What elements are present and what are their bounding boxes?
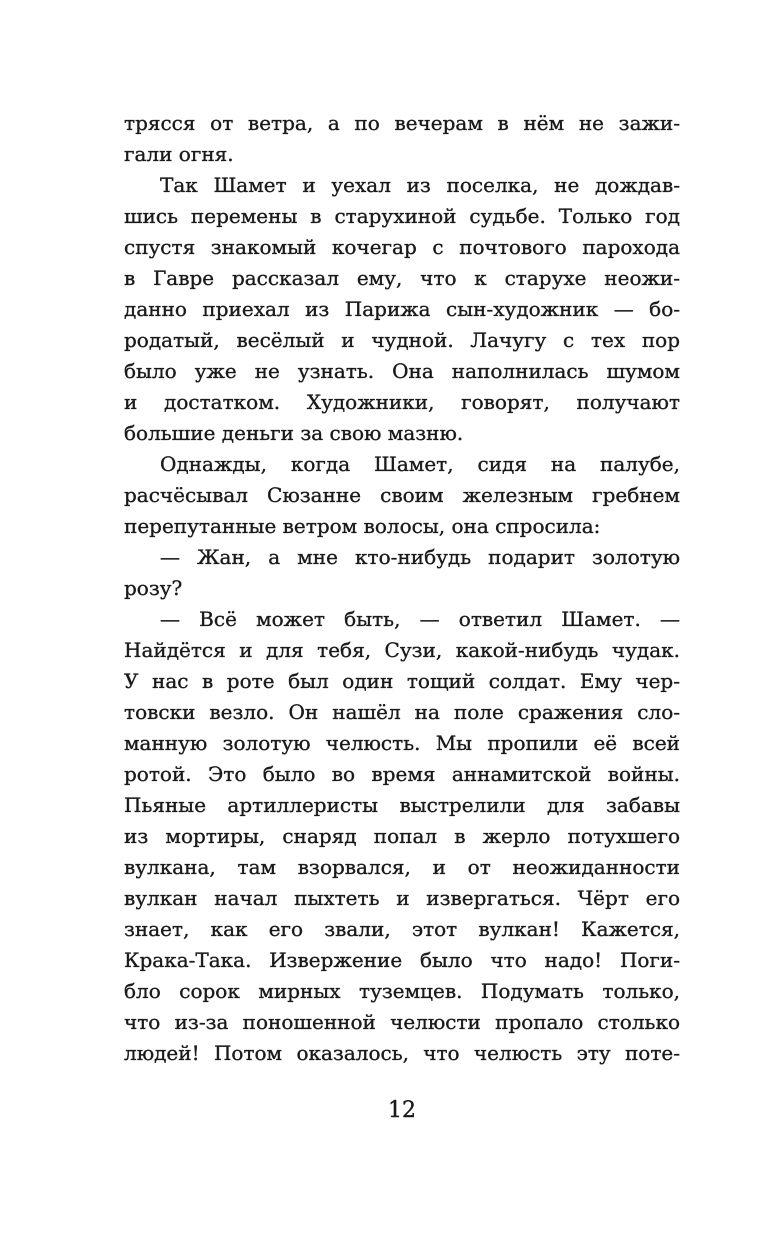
page-number: 12 <box>388 1098 416 1123</box>
text-line: было уже не узнать. Она наполнилась шумом <box>124 359 680 383</box>
text-line: знает, как его звали, этот вулкан! Кажется, <box>124 917 680 941</box>
text-line: трясся от ветра, а по вечерам в нём не зажи- <box>124 111 680 135</box>
text-line: бло сорок мирных туземцев. Подумать только, <box>124 979 680 1003</box>
text-line: товски везло. Он нашёл на поле сражения сло- <box>124 700 680 724</box>
text-line: перепутанные ветром волосы, она спросила: <box>124 514 601 538</box>
text-line: расчёсывал Сюзанне своим железным гребнем <box>124 483 680 507</box>
text-line: Пьяные артиллеристы выстрелили для забавы <box>124 793 680 817</box>
text-line: — Жан, а мне кто-нибудь подарит золотую <box>160 545 680 569</box>
text-line: родатый, весёлый и чудной. Лачугу с тех пор <box>124 328 680 352</box>
text-line: что из-за поношенной челюсти пропало столько <box>124 1010 680 1034</box>
text-line: вулкана, там взорвался, и от неожиданности <box>124 855 680 879</box>
text-line: из мортиры, снаряд попал в жерло потухшего <box>124 824 680 848</box>
text-line: У нас в роте был один тощий солдат. Ему чер- <box>124 669 680 693</box>
text-line: спустя знакомый кочегар с почтового парохода <box>124 235 680 259</box>
text-line: Крака-Така. Извержение было что надо! Поги- <box>124 948 680 972</box>
text-line: манную золотую челюсть. Мы пропили её всей <box>124 731 680 755</box>
text-line: ротой. Это было во время аннамитской войны. <box>124 762 680 786</box>
text-line: большие деньги за свою мазню. <box>124 421 464 445</box>
text-line: шись перемены в старухиной судьбе. Только год <box>124 204 680 228</box>
text-line: Найдётся и для тебя, Сузи, какой-нибудь чудак. <box>124 638 680 662</box>
text-line: — Всё может быть, — ответил Шамет. — <box>160 607 680 631</box>
text-line: вулкан начал пыхтеть и извергаться. Чёрт его <box>124 886 680 910</box>
text-line: людей! Потом оказалось, что челюсть эту поте- <box>124 1041 680 1065</box>
text-line: данно приехал из Парижа сын-художник — бо- <box>124 297 680 321</box>
text-line: Так Шамет и уехал из поселка, не дождав- <box>160 173 680 197</box>
text-line: Однажды, когда Шамет, сидя на палубе, <box>160 452 680 476</box>
text-line: в Гавре рассказал ему, что к старухе неожи- <box>124 266 680 290</box>
text-line: гали огня. <box>124 142 234 166</box>
text-line: розу? <box>124 576 183 600</box>
body-text <box>124 108 680 1069</box>
text-line: и достатком. Художники, говорят, получают <box>124 390 680 414</box>
